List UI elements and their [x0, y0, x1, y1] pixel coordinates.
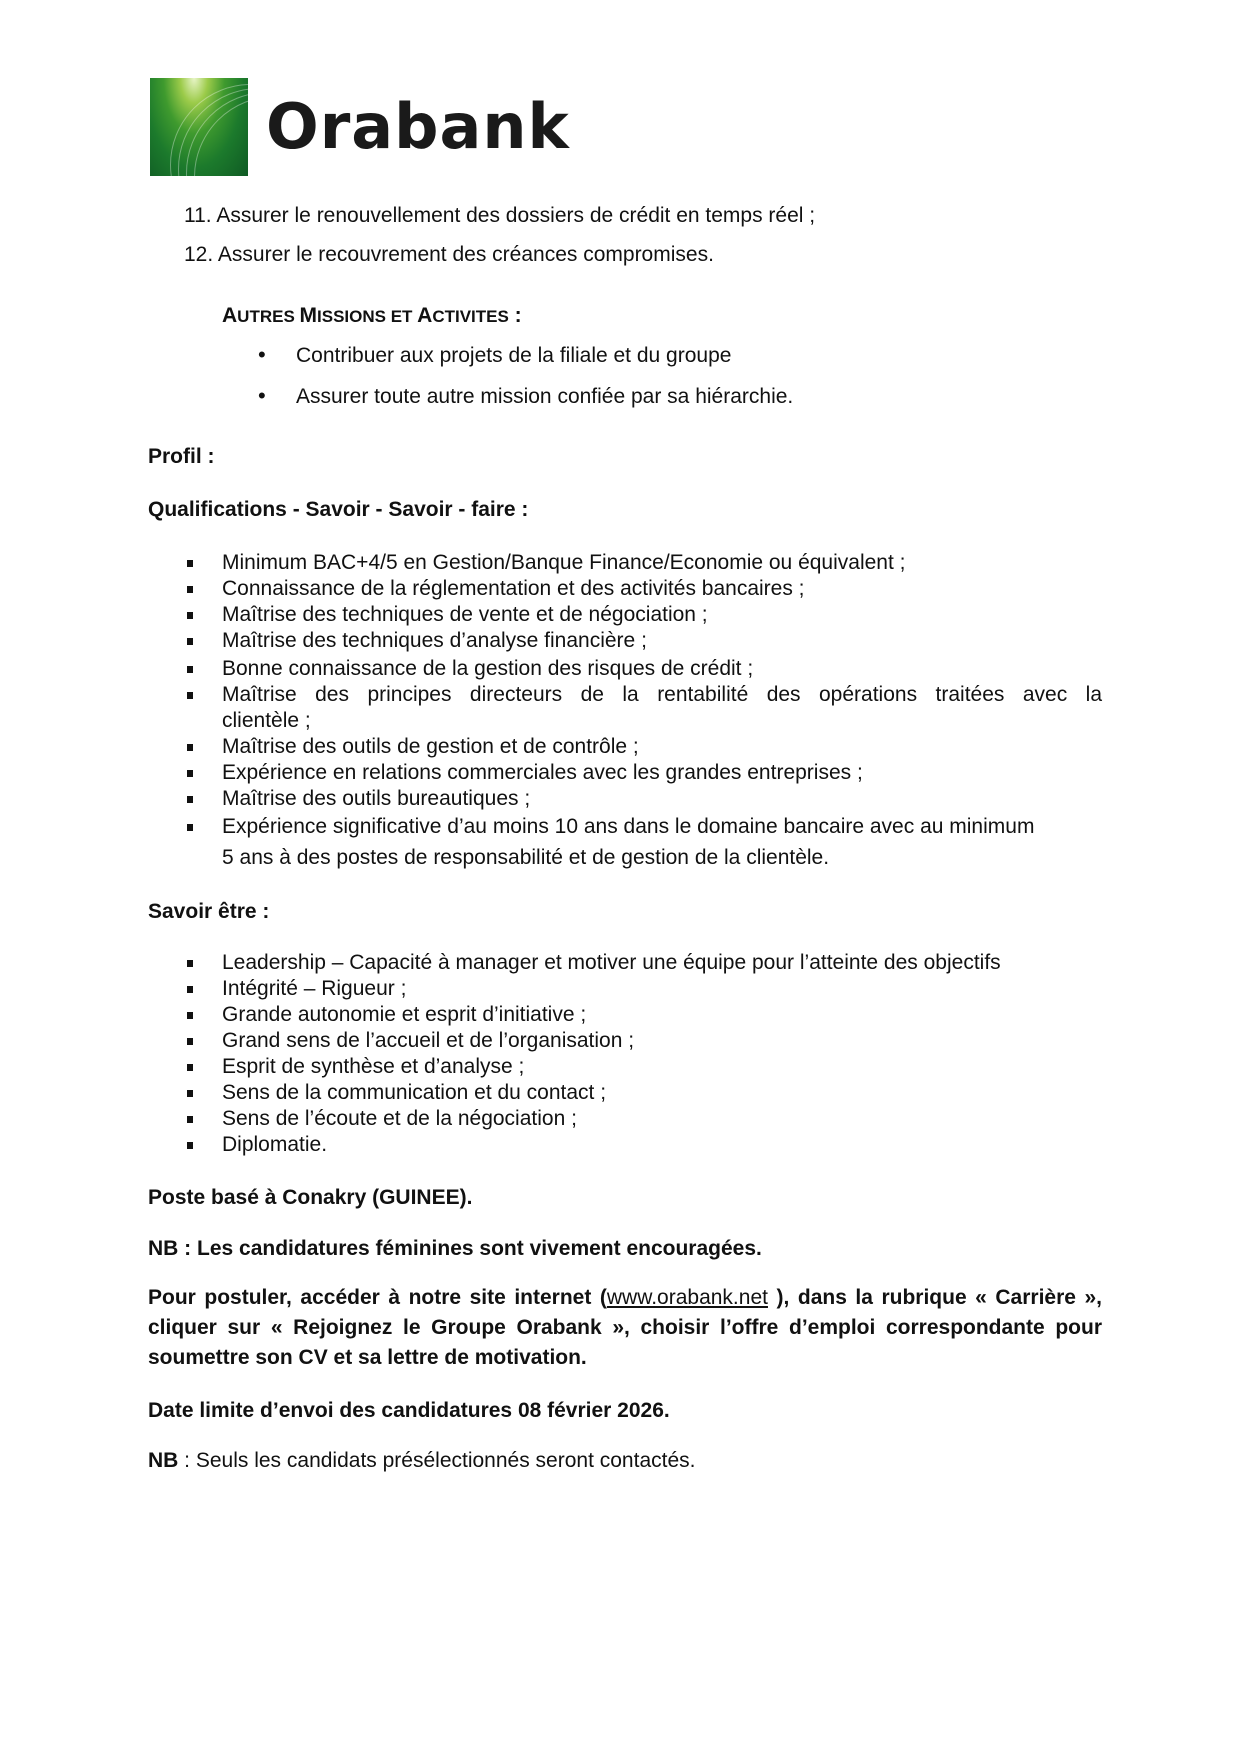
item-number: 11. — [184, 204, 212, 227]
qualification-item: Connaissance de la réglementation et des activités bancaires ; — [222, 577, 805, 600]
other-mission-item: Contribuer aux projets de la filiale et du groupe — [296, 344, 732, 367]
qualification-item: Bonne connaissance de la gestion des risques de crédit ; — [222, 657, 754, 680]
bullet-square-icon — [187, 1012, 193, 1019]
bullet-square-icon — [187, 666, 193, 673]
item-text: Assurer le renouvellement des dossiers de crédit en temps réel ; — [216, 204, 816, 227]
bullet-square-icon — [187, 796, 193, 803]
orabank-logo — [150, 77, 570, 177]
bullet-square-icon — [187, 824, 193, 831]
qualification-item-continued: 5 ans à des postes de responsabilité et de gestion de la clientèle. — [222, 846, 830, 869]
bullet-square-icon — [187, 612, 193, 619]
other-mission-item: Assurer toute autre mission confiée par sa hiérarchie. — [296, 385, 794, 408]
profil-heading: Profil : — [148, 445, 215, 468]
item-number: 12. — [184, 243, 214, 266]
item-text: Assurer le recouvrement des créances compromises. — [217, 243, 714, 266]
qualification-item: Minimum BAC+4/5 en Gestion/Banque Finance/Economie ou équivalent ; — [222, 551, 906, 574]
mission-item-12 — [184, 242, 714, 268]
bullet-square-icon — [187, 586, 193, 593]
savoir-etre-item: Intégrité – Rigueur ; — [222, 977, 407, 1000]
brand-name: Orabank — [266, 90, 570, 163]
bullet-square-icon — [187, 1116, 193, 1123]
bullet-square-icon — [187, 770, 193, 777]
qualification-item: Maîtrise des outils de gestion et de contrôle ; — [222, 735, 639, 758]
savoir-etre-item: Grand sens de l’accueil et de l’organisation ; — [222, 1029, 635, 1052]
savoir-etre-item: Diplomatie. — [222, 1133, 328, 1156]
savoir-etre-item: Sens de l’écoute et de la négociation ; — [222, 1107, 577, 1130]
bullet-dot-icon: • — [258, 342, 266, 367]
bullet-square-icon — [187, 638, 193, 645]
savoir-etre-item: Grande autonomie et esprit d’initiative ; — [222, 1003, 587, 1026]
qualification-item: Maîtrise des principes directeurs de la rentabilité des opérations traitées avec la — [222, 683, 1102, 706]
qualification-item: Maîtrise des outils bureautiques ; — [222, 787, 531, 810]
bullet-square-icon — [187, 960, 193, 967]
bullet-square-icon — [187, 986, 193, 993]
orabank-website-link[interactable]: www.orabank.net — [606, 1286, 768, 1309]
bullet-square-icon — [187, 1064, 193, 1071]
application-deadline: Date limite d’envoi des candidatures 08 février 2026. — [148, 1399, 670, 1422]
bullet-square-icon — [187, 1038, 193, 1045]
nb-shortlist-notice: NB : Seuls les candidats présélectionnés seront contactés. — [148, 1449, 696, 1472]
job-location: Poste basé à Conakry (GUINEE). — [148, 1186, 473, 1209]
savoir-etre-item: Leadership – Capacité à manager et motiver une équipe pour l’atteinte des objectifs — [222, 951, 1001, 974]
qualifications-heading: Qualifications - Savoir - Savoir - faire : — [148, 498, 529, 521]
qualification-item: Maîtrise des techniques de vente et de négociation ; — [222, 603, 708, 626]
bullet-square-icon — [187, 1090, 193, 1097]
apply-instructions: Pour postuler, accéder à notre site internet (www.orabank.net ), dans la rubrique « Carrière », cliquer sur « Rejoignez le Groupe Orabank », choisir l’offre d’emploi correspondante pour soumettre son CV et sa lettre de motivation. — [148, 1286, 1102, 1369]
savoir-etre-item: Sens de la communication et du contact ; — [222, 1081, 607, 1104]
other-missions-heading: AUTRES MISSIONS ET ACTIVITES : — [222, 304, 522, 327]
qualification-item: Expérience significative d’au moins 10 ans dans le domaine bancaire avec au minimum — [222, 815, 1035, 838]
savoir-etre-item: Esprit de synthèse et d’analyse ; — [222, 1055, 525, 1078]
bullet-dot-icon: • — [258, 383, 266, 408]
mission-item-11 — [184, 203, 815, 229]
bullet-square-icon — [187, 744, 193, 751]
savoir-etre-heading: Savoir être : — [148, 900, 270, 923]
qualification-item: Maîtrise des techniques d’analyse financière ; — [222, 629, 647, 652]
bullet-square-icon — [187, 560, 193, 567]
qualification-item-continued: clientèle ; — [222, 709, 311, 732]
logo-mark-icon — [150, 78, 248, 176]
nb-women-notice: NB : Les candidatures féminines sont vivement encouragées. — [148, 1237, 762, 1260]
qualification-item: Expérience en relations commerciales avec les grandes entreprises ; — [222, 761, 863, 784]
bullet-square-icon — [187, 692, 193, 699]
bullet-square-icon — [187, 1142, 193, 1149]
